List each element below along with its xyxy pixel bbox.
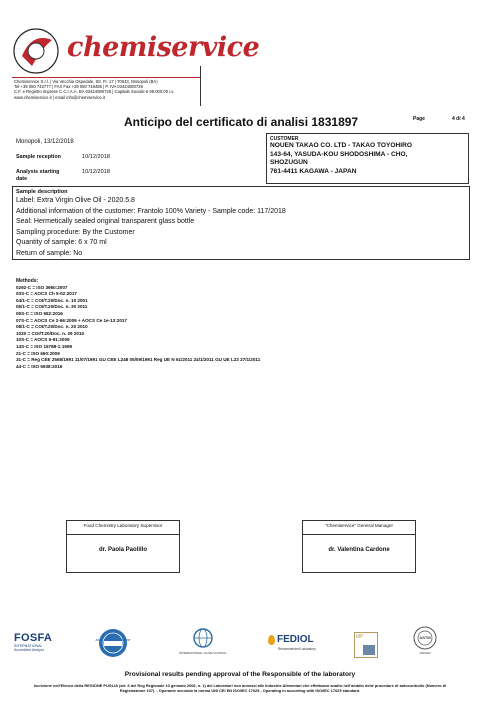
page-title: Anticipo del certificato di analisi 1831897 bbox=[124, 115, 359, 129]
signature-name: dr. Paola Paolillo bbox=[98, 547, 147, 553]
astm-logo-sub: 1966022 bbox=[419, 651, 431, 655]
aocs-logo-text: AOCS APPROVED CHEMIST bbox=[95, 639, 131, 642]
sample-line: Label: Extra Virgin Olive Oil - 2020.5.8 bbox=[16, 197, 135, 204]
sample-reception-label: Sample reception bbox=[16, 154, 61, 160]
sample-description-title: Sample description bbox=[16, 189, 68, 195]
customer-label: CUSTOMER bbox=[270, 136, 299, 142]
astm-logo bbox=[413, 626, 437, 656]
customer-box bbox=[266, 133, 469, 184]
method-line: 1020 = COI/T.20/Doc. n. 29 2010 bbox=[16, 330, 85, 336]
fediol-logo bbox=[268, 634, 332, 660]
sample-line: Quantity of sample: 6 x 70 ml bbox=[16, 239, 107, 247]
sample-reception-value: 10/12/2018 bbox=[82, 154, 110, 160]
legal-footer: Iscrizione nell'Elenco della REGIONE PUGLIA (art. 6 del Reg Regionale 10 gennaio 2006, n. 1) dei Laboratori non annessi alle Industrie Alimentari che effettuano analisi nell'ambito delle procedure di autocontrollo (Numero di Registrazione 107). - Operante secondo la norma UNI CEI EN ISO/IEC 17025 - Operating in according with ISO/IEC 17025 standard. bbox=[33, 683, 447, 694]
page-number: 4 di 4 bbox=[452, 116, 465, 122]
method-line: 08/1-C = COI/T.20/Doc. n. 20 2010 bbox=[16, 324, 88, 330]
method-line: 21-C = ISO 660:2009 bbox=[16, 350, 60, 356]
sample-description-box bbox=[12, 186, 470, 260]
method-line: 0292-C = ISO 3960:2007 bbox=[16, 284, 68, 290]
methods-section bbox=[16, 278, 466, 370]
ioc-logo bbox=[170, 628, 236, 662]
fediol-logo-sub: Recommended Laboratory bbox=[278, 647, 316, 651]
fosfa-logo-sub: INTERNATIONAL bbox=[14, 644, 43, 648]
company-contact bbox=[14, 79, 204, 100]
fosfa-logo bbox=[14, 632, 62, 662]
method-line: 10S-C = AOCS 5-91:2009 bbox=[16, 337, 70, 343]
contact-line: www.chemiservice.it | email info@chemiservice.it bbox=[14, 94, 105, 100]
chemiservice-emblem-icon bbox=[12, 26, 64, 76]
customer-line: NOUEN TAKAO CO. LTD - TAKAO TOYOHIRO bbox=[270, 142, 413, 149]
mp-logo-text: MP bbox=[356, 634, 364, 640]
signature-role: "Chemiservice" General Manager bbox=[324, 523, 394, 528]
method-line: 14S-C = ISO 15788-1:1999 bbox=[16, 343, 73, 349]
provisional-note: Provisional results pending approval of the Responsible of the laboratory bbox=[124, 671, 356, 678]
customer-line: 761-4411 KAGAWA - JAPAN bbox=[270, 167, 357, 175]
fediol-drop-icon bbox=[268, 635, 275, 645]
ioc-globe-icon bbox=[192, 628, 214, 648]
sample-line: Additional information of the customer: Frantolo 100% Variety - Sample code: 117/2018 bbox=[16, 207, 286, 215]
methods-title: Methods: bbox=[16, 278, 39, 284]
place-date: Monopoli, 13/12/2018 bbox=[16, 139, 74, 145]
analysis-start-label: Analysis starting date bbox=[16, 169, 60, 182]
sample-line: Sampling procedure: By the Customer bbox=[16, 228, 135, 236]
method-line: 07S-C = AOCS Ce 2-66:2009 + AOCS Ce 1e-13:2017 bbox=[16, 317, 127, 323]
signature-name: dr. Valentina Cardone bbox=[328, 547, 390, 553]
method-line: 31-C = Reg CEE 2568/1991 11/07/1991 GU CEE L248 05/09/1991 Reg UE N 61/2011 24/1/2011 GU UE L23 27/1/2011 bbox=[16, 357, 261, 363]
aocs-seal-icon bbox=[98, 628, 128, 660]
aocs-approved-chemist-logo bbox=[95, 628, 131, 660]
contact-line: Tel +39 080 742777 | FAX Fax +39 080 748486 | P. IVA 03424080726 bbox=[14, 84, 143, 90]
sample-line: Seal: Hermetically sealed original transparent glass bottle bbox=[16, 218, 195, 226]
fediol-logo-text: FEDIOL bbox=[277, 634, 314, 645]
signature-role: Food Chemistry Laboratory Supervisor bbox=[83, 523, 163, 528]
analysis-start-value: 10/12/2018 bbox=[82, 169, 110, 175]
customer-line: SHOZUGUN bbox=[270, 159, 308, 167]
company-logo bbox=[12, 26, 260, 76]
signature-box-manager bbox=[302, 520, 416, 573]
astm-logo-text: ASTM bbox=[419, 635, 431, 640]
contact-line: Chemiservice S.r.l. | Via Vecchia Ospedale, Str. Fr. 17 | 70043, Monopoli (BA) bbox=[14, 79, 158, 84]
method-line: 44-C = ISO 6938:2016 bbox=[16, 363, 63, 369]
mp-logo bbox=[354, 632, 378, 658]
company-name: chemiservice bbox=[67, 32, 260, 63]
method-line: 03S-C = AOCS Ch 5-02:2017 bbox=[16, 291, 77, 297]
sample-line: Return of sample: No bbox=[16, 249, 83, 257]
fosfa-logo-text: FOSFA bbox=[14, 632, 53, 644]
page-label: Page bbox=[413, 116, 425, 122]
fosfa-logo-sub2: Accredited Analyst bbox=[14, 648, 44, 653]
method-line: 04/1-C = COI/T.20/Doc. n. 10 2001 bbox=[16, 297, 88, 303]
method-line: 06S-C = ISO 662:2016 bbox=[16, 310, 63, 316]
customer-line: 143-64, YASUDA-KOU SHODOSHIMA - CHO, bbox=[270, 150, 408, 158]
ioc-logo-text: INTERNATIONAL OLIVE COUNCIL bbox=[179, 651, 227, 655]
signature-box-supervisor bbox=[66, 520, 180, 573]
method-line: 05/1-C = COI/T.20/Doc. n. 30 2011 bbox=[16, 304, 88, 310]
contact-line: C.F. e Registro Imprese C.C.I.A.A. BA 03424080726 | Capitale Sociale € 99.000,00 i.v. bbox=[14, 89, 175, 95]
